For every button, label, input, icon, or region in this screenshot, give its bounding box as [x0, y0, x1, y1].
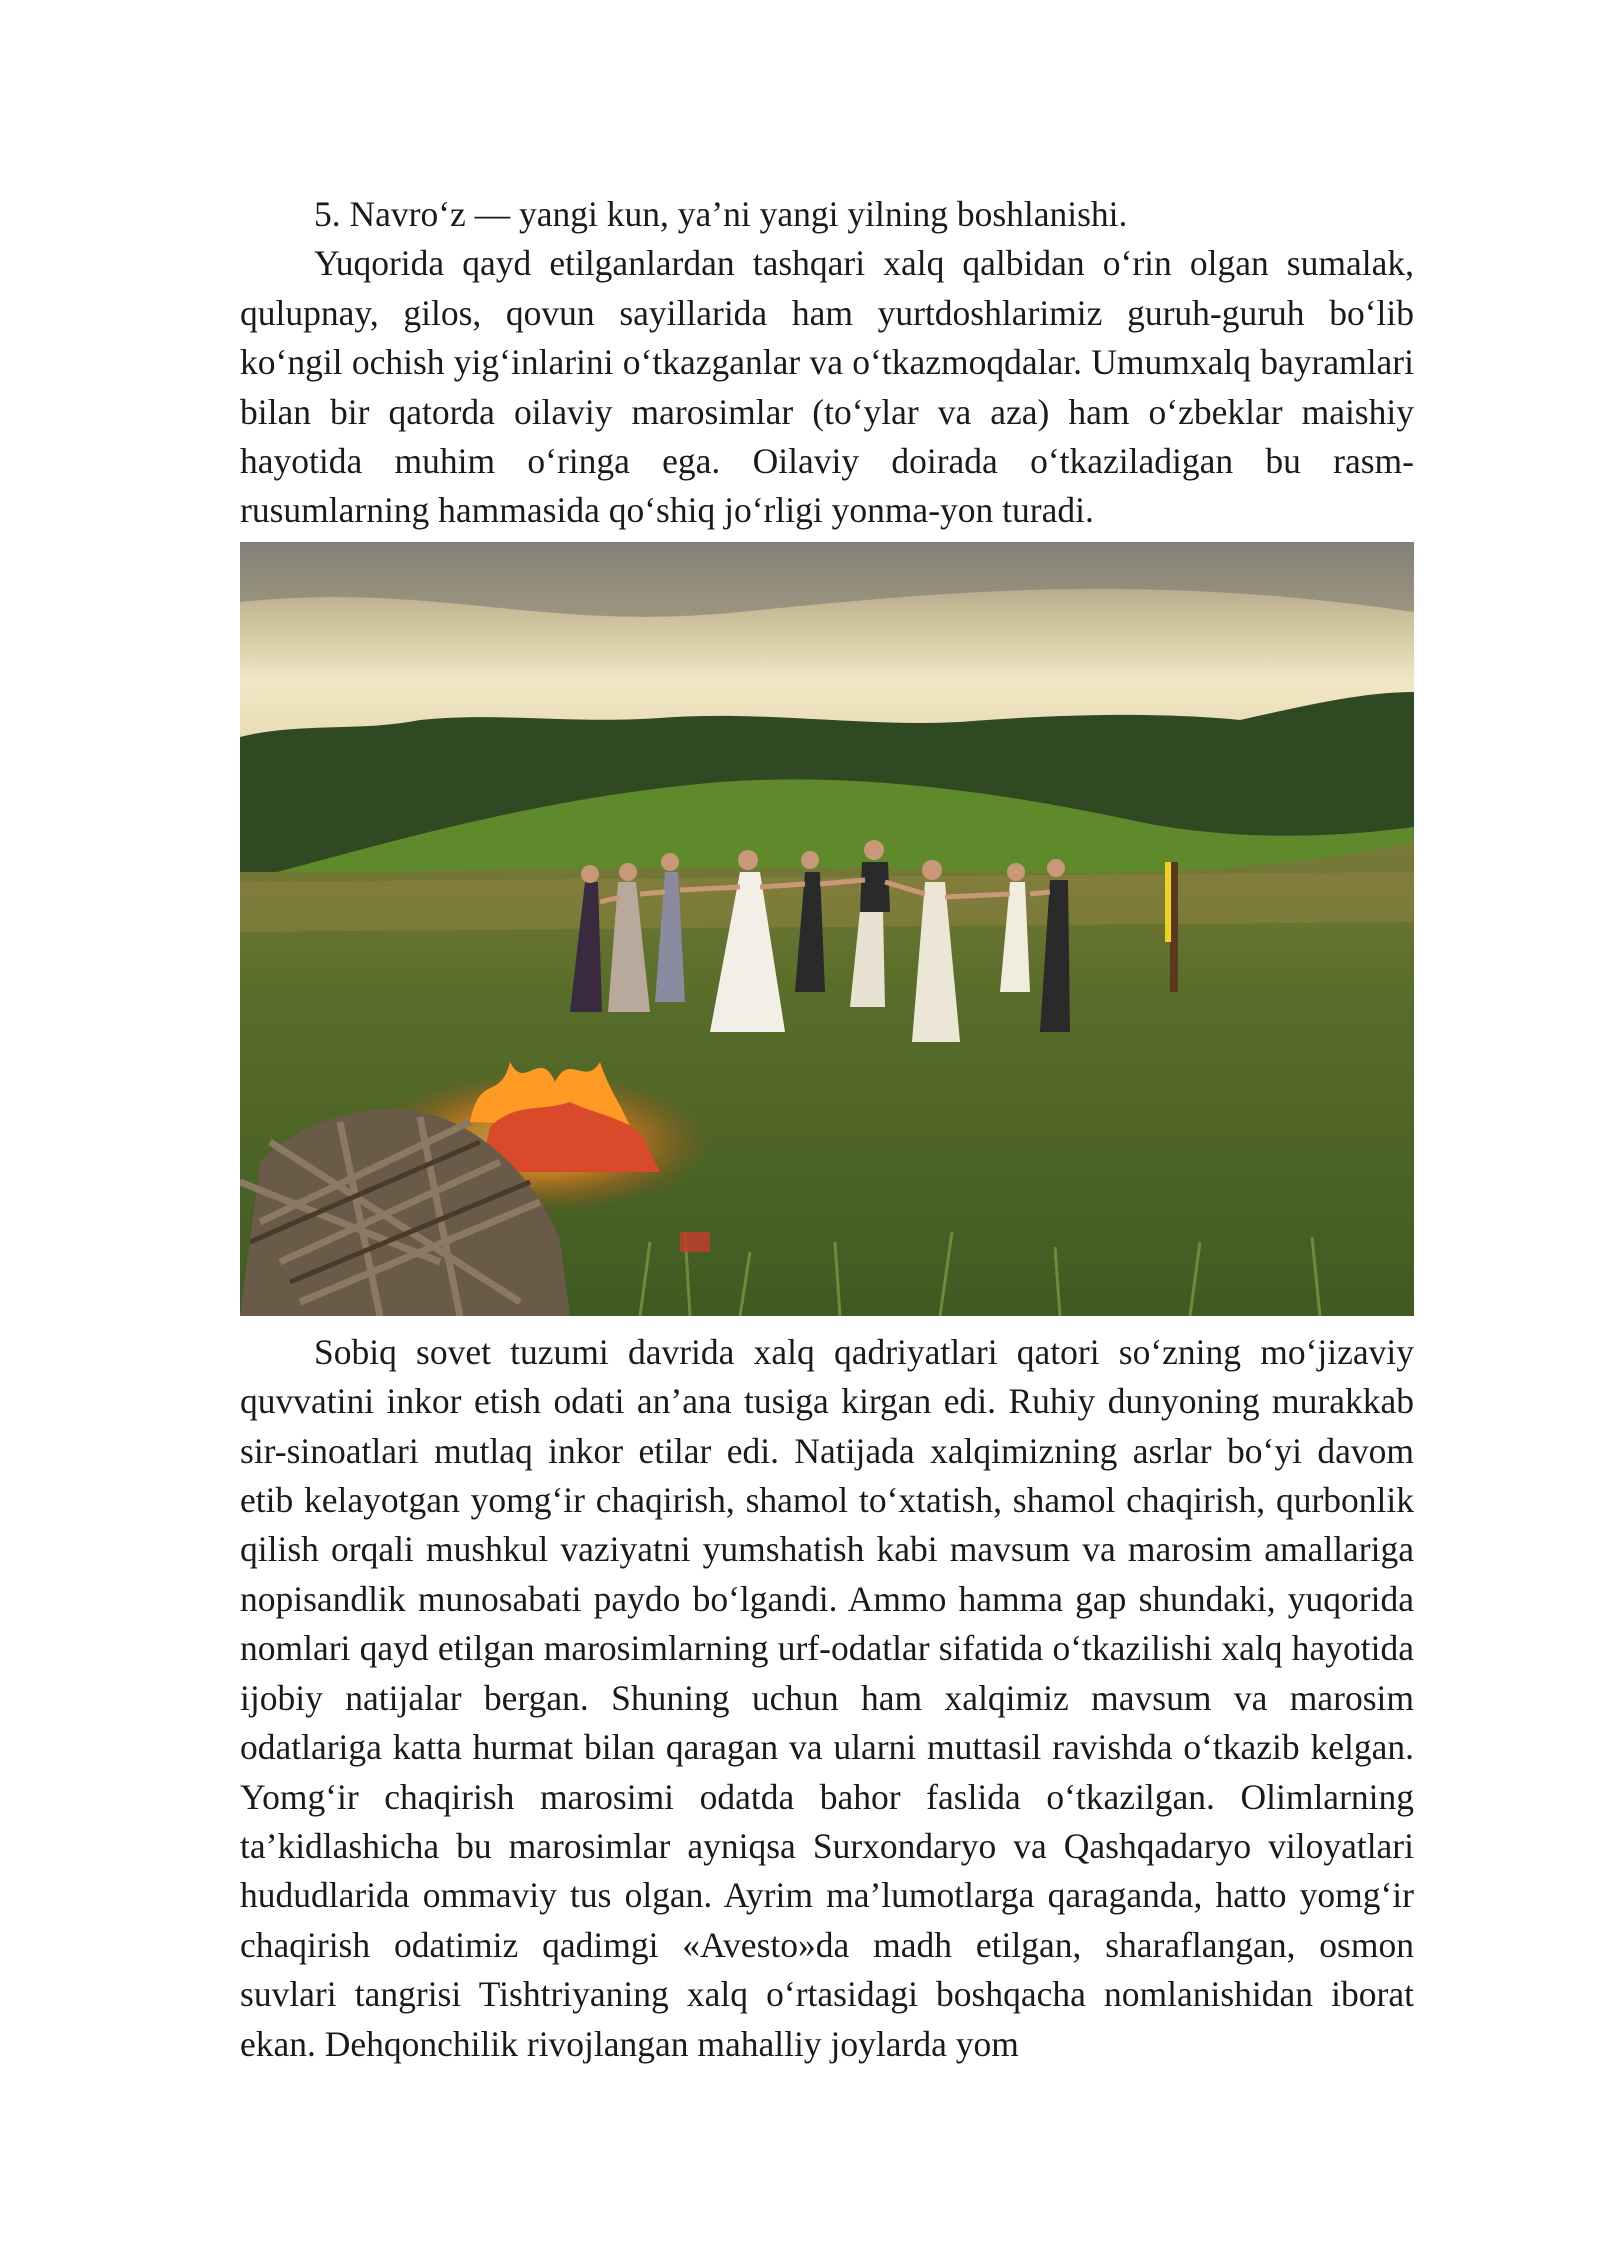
photo-circle-dance — [240, 542, 1414, 1316]
page-body — [240, 190, 1414, 2069]
photo-illustration — [240, 542, 1414, 1316]
paragraph-navroz: 5. Navro‘z — yangi kun, ya’ni yangi yilning boshlanishi. — [314, 194, 1128, 234]
paragraph-soviet-era: Sobiq sovet tuzumi davrida xalq qadriyatlari qatori so‘zning mo‘jizaviy quvvatini inkor etish odati an’ana tusiga kirgan edi. Ruhiy dunyoning murakkab sir-sinoatlari mutlaq inkor etilar edi. Natijada xalqimizning asrlar bo‘yi davom etib kelayotgan yomg‘ir chaqirish, shamol to‘xtatish, shamol chaqirish, qurbonlik qilish orqali mushkul vaziyatni yumshatish kabi mavsum va marosim amallariga nopisandlik munosabati paydo bo‘lgandi. Ammo hamma gap shundaki, yuqorida nomlari qayd etilgan marosimlarning urf-odatlar sifatida o‘tkazilishi xalq hayotida ijobiy natijalar bergan. Shuning uchun ham xalqimiz mavsum va marosim odatlariga katta hurmat bilan qaragan va ularni muttasil ravishda o‘tkazib kelgan. Yomg‘ir chaqirish marosimi odatda bahor faslida o‘tkazilgan. Olimlarning ta’kidlashicha bu marosimlar ayniqsa Surxondaryo va Qashqadaryo viloyatlari hududlarida ommaviy tus olgan. Ayrim ma’lumotlarga qaraganda, hatto yomg‘ir chaqirish odatimiz qadimgi «Avesto»da madh etilgan, sharaflangan, osmon suvlari tangrisi Tishtriyaning xalq o‘rtasidagi boshqacha nomlanishidan iborat ekan. Dehqonchilik rivojlangan mahalliy joylarda yom — [240, 1331, 1414, 2064]
wooden-post — [1170, 862, 1178, 992]
paragraph-celebrations: Yuqorida qayd etilganlardan tashqari xalq qalbidan o‘rin olgan sumalak, qulupnay, gilos, qovun sayillarida ham yurtdoshlarimiz guruh-guruh bo‘lib ko‘ngil ochish yig‘inlarini o‘tkazganlar va o‘tkazmoqdalar. Umumxalq bayramlari bilan bir qatorda oilaviy marosimlar (to‘ylar va aza) ham o‘zbeklar maishiy hayotida muhim o‘ringa ega. Oilaviy doirada o‘tkaziladigan bu rasm-rusumlarning hammasida qo‘shiq jo‘rligi yonma-yon turadi. — [240, 243, 1414, 531]
